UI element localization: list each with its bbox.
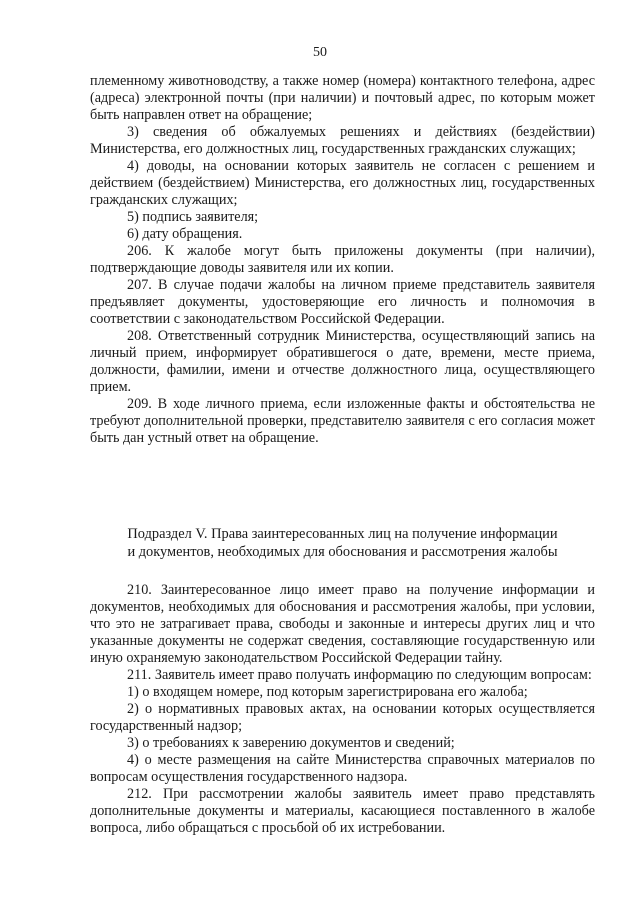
- page-number: 50: [313, 45, 327, 60]
- paragraph-208: 208. Ответственный сотрудник Министерства, осуществляющий запись на личный прием, информирует обратившегося о дате, времени, месте приема, должности, фамилии, имени и отчестве должностного лица, осуществляющего прием.: [90, 328, 595, 395]
- paragraph-item-4: 4) доводы, на основании которых заявитель не согласен с решением и действием (бездействием) Министерства, его должностных лиц, государственных гражданских служащих;: [90, 158, 595, 208]
- section-heading-line-1: Подраздел V. Права заинтересованных лиц на получение информации: [127, 526, 558, 542]
- paragraph-211-item-3: 3) о требованиях к заверению документов и сведений;: [127, 735, 455, 751]
- paragraph-211: 211. Заявитель имеет право получать информацию по следующим вопросам:: [127, 667, 592, 683]
- bottom-text-block: [90, 582, 595, 837]
- paragraph-211-item-4: 4) о месте размещения на сайте Министерства справочных материалов по вопросам осуществления государственного надзора.: [90, 752, 595, 785]
- paragraph-209: 209. В ходе личного приема, если изложенные факты и обстоятельства не требуют дополнительной проверки, представителю заявителя с его согласия может быть дан устный ответ на обращение.: [90, 396, 595, 446]
- paragraph-207: 207. В случае подачи жалобы на личном приеме представитель заявителя предъявляет документы, удостоверяющие его личность и полномочия в соответствии с законодательством Российской Федерации.: [90, 277, 595, 327]
- top-text-block: [90, 73, 595, 447]
- paragraph-206: 206. К жалобе могут быть приложены документы (при наличии), подтверждающие доводы заявителя или их копии.: [90, 243, 595, 276]
- paragraph-addressee-contacts: племенному животноводству, а также номер (номера) контактного телефона, адрес (адреса) электронной почты (при наличии) и почтовый адрес, по которым может быть направлен ответ на обращение;: [90, 73, 595, 123]
- paragraph-item-5: 5) подпись заявителя;: [127, 209, 259, 225]
- paragraph-211-item-1: 1) о входящем номере, под которым зарегистрирована его жалоба;: [127, 684, 528, 700]
- paragraph-210: 210. Заинтересованное лицо имеет право на получение информации и документов, необходимых для обоснования и рассмотрения жалобы, при условии, что это не затрагивает права, свободы и законные и интересы других лиц и что указанные документы не содержат сведения, составляющие государственную или иную охраняемую законодательством Российской Федерации тайну.: [90, 582, 595, 666]
- paragraph-item-3: 3) сведения об обжалуемых решениях и действиях (бездействии) Министерства, его должностных лиц, государственных гражданских служащих;: [90, 124, 595, 157]
- section-heading: [90, 525, 595, 561]
- section-heading-line-2: и документов, необходимых для обоснования и рассмотрения жалобы: [127, 544, 558, 560]
- paragraph-212: 212. При рассмотрении жалобы заявитель имеет право представлять дополнительные документы и материалы, касающиеся поставленного в жалобе вопроса, либо обращаться с просьбой об их истребовании.: [90, 786, 595, 836]
- paragraph-211-item-2: 2) о нормативных правовых актах, на основании которых осуществляется государственный надзор;: [90, 701, 595, 734]
- paragraph-item-6: 6) дату обращения.: [127, 226, 243, 242]
